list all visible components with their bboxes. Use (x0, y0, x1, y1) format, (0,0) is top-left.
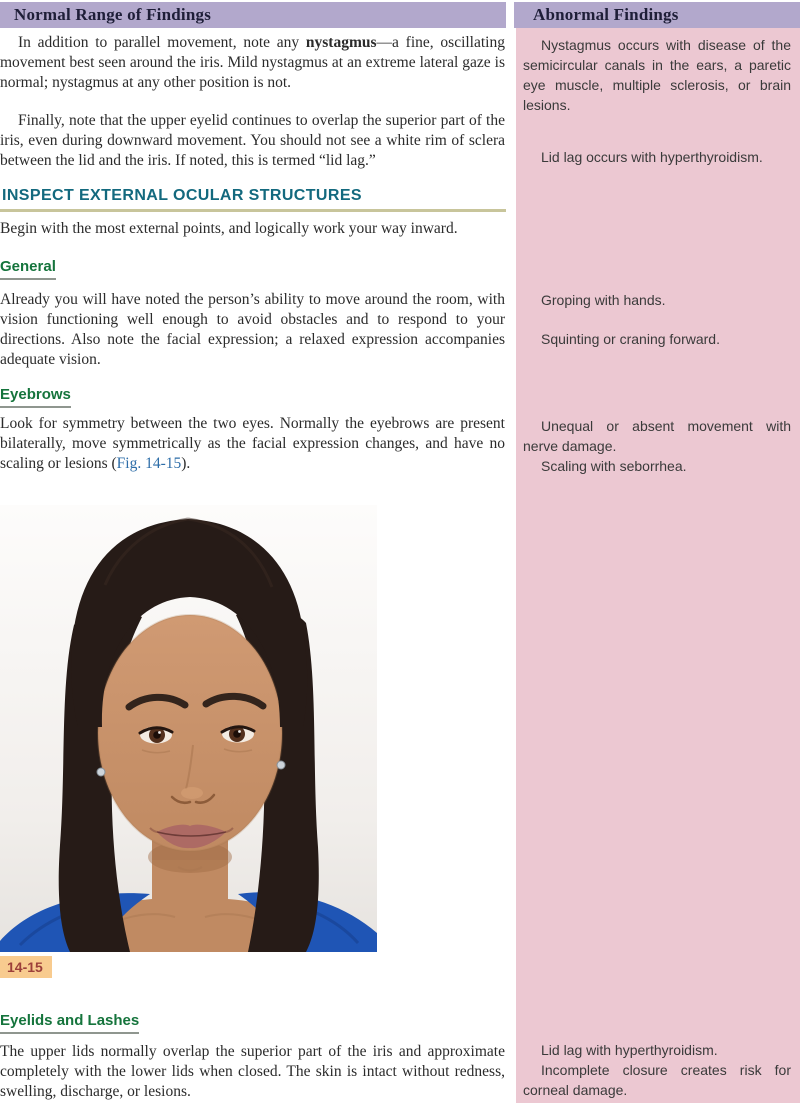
figure-label: 14-15 (0, 956, 52, 978)
paragraph-eyebrows-post: ). (181, 455, 191, 472)
abnormal-note-movement-scaling (523, 416, 791, 476)
column-header-normal: Normal Range of Findings (14, 5, 212, 24)
abnormal-note-lid-lag-hyperthyroidism: Lid lag with hyperthyroidism. (541, 1042, 718, 1058)
paragraph-eyebrows-pre: Look for symmetry between the two eyes. Normally the eyebrows are present bilaterally, move symmetrically as the facial expression changes, and have no scaling or lesions ( (0, 415, 505, 472)
abnormal-note-squinting: Squinting or craning forward. (541, 331, 720, 347)
heading-eyebrows: Eyebrows (0, 386, 71, 408)
paragraph-eyelids: The upper lids normally overlap the superior part of the iris and approximate completely with the lower lids when closed. The skin is intact without redness, swelling, discharge, or lesions. (0, 1043, 505, 1100)
abnormal-note-incomplete-closure: Incomplete closure creates risk for corneal damage. (523, 1062, 791, 1098)
abnormal-note-seborrhea: Scaling with seborrhea. (541, 458, 687, 474)
paragraph-eyebrows (0, 414, 505, 474)
section-heading-inspect-external-ocular-structures: INSPECT EXTERNAL OCULAR STRUCTURES (2, 187, 362, 204)
heading-general: General (0, 258, 56, 280)
abnormal-note-lid-lag: Lid lag occurs with hyperthyroidism. (541, 149, 763, 165)
abnormal-note-unequal-movement: Unequal or absent movement with nerve damage. (523, 418, 791, 454)
abnormal-findings-column (516, 28, 800, 1103)
paragraph-begin: Begin with the most external points, and logically work your way inward. (0, 220, 458, 237)
paragraph-lid-lag: Finally, note that the upper eyelid continues to overlap the superior part of the iris, even during downward movement. You should not see a white rim of sclera between the lid and the iris. If noted, this is termed “lid lag.” (0, 112, 505, 169)
term-nystagmus: nystagmus (305, 34, 377, 51)
paragraph-nystagmus (0, 33, 505, 93)
abnormal-note-nystagmus: Nystagmus occurs with disease of the semicircular canals in the ears, a paretic eye muscle, multiple sclerosis, or brain lesions. (523, 37, 791, 113)
patient-photo (0, 505, 377, 952)
paragraph-general: Already you will have noted the person’s ability to move around the room, with vision functioning well enough to avoid obstacles and to respond to your directions. Also note the facial expression; a relaxed expression accompanies adequate vision. (0, 291, 505, 368)
paragraph-nystagmus-pre: In addition to parallel movement, note any (18, 34, 306, 51)
paragraph-nystagmus-post: —a fine, oscillating movement best seen around the iris. Mild nystagmus at an extreme lateral gaze is normal; nystagmus at any other position is not. (0, 34, 505, 91)
abnormal-note-groping: Groping with hands. (541, 292, 666, 308)
figure-reference-link[interactable]: Fig. 14-15 (116, 455, 182, 472)
heading-eyelids-and-lashes: Eyelids and Lashes (0, 1012, 139, 1034)
column-header-abnormal: Abnormal Findings (533, 5, 679, 24)
section-rule (0, 209, 506, 212)
abnormal-note-eyelids (523, 1040, 791, 1100)
